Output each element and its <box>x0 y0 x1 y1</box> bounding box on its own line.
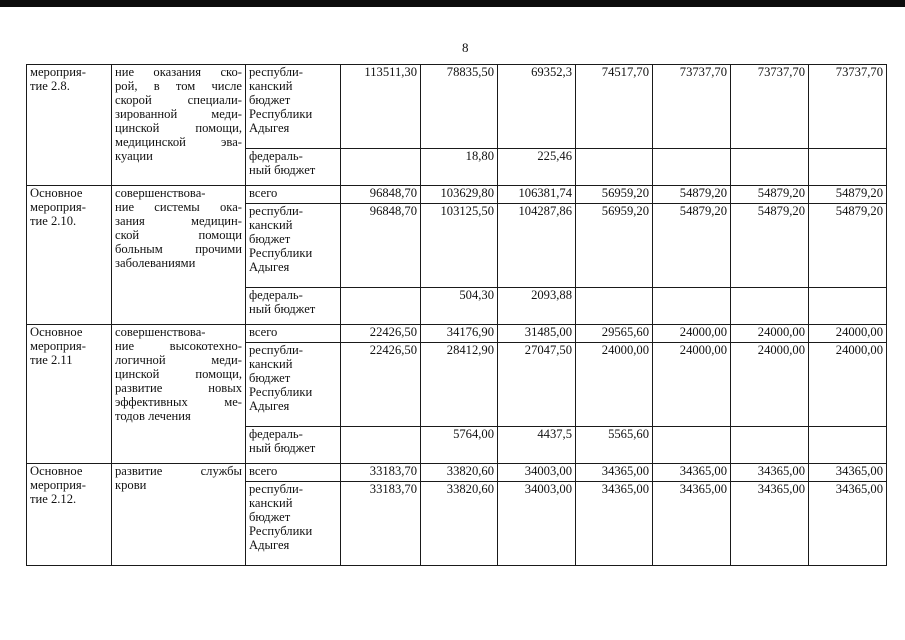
funding-source-cell: федераль- ный бюджет <box>246 288 341 325</box>
funding-source-cell: республи- канский бюджет Республики Адыгея <box>246 65 341 149</box>
funding-source-cell: всего <box>246 325 341 343</box>
amount-cell <box>809 427 887 464</box>
amount-cell <box>341 427 421 464</box>
amount-cell: 504,30 <box>421 288 498 325</box>
amount-cell: 56959,20 <box>576 204 653 288</box>
amount-cell: 33820,60 <box>421 482 498 566</box>
amount-cell: 5764,00 <box>421 427 498 464</box>
amount-cell: 34365,00 <box>809 464 887 482</box>
amount-cell: 103125,50 <box>421 204 498 288</box>
amount-cell <box>341 149 421 186</box>
amount-cell: 22426,50 <box>341 325 421 343</box>
amount-cell: 73737,70 <box>809 65 887 149</box>
amount-cell: 69352,3 <box>498 65 576 149</box>
table-row <box>27 325 887 343</box>
amount-cell <box>731 427 809 464</box>
amount-cell <box>576 149 653 186</box>
event-name-cell: Основное мероприя- тие 2.10. <box>27 186 112 325</box>
amount-cell: 96848,70 <box>341 186 421 204</box>
amount-cell: 54879,20 <box>809 204 887 288</box>
amount-cell: 29565,60 <box>576 325 653 343</box>
amount-cell: 24000,00 <box>731 325 809 343</box>
amount-cell: 24000,00 <box>809 325 887 343</box>
amount-cell <box>731 288 809 325</box>
amount-cell: 5565,60 <box>576 427 653 464</box>
amount-cell: 24000,00 <box>731 343 809 427</box>
amount-cell <box>653 288 731 325</box>
event-name-cell: Основное мероприя- тие 2.11 <box>27 325 112 464</box>
amount-cell: 24000,00 <box>576 343 653 427</box>
page-number: 8 <box>462 40 469 55</box>
amount-cell <box>731 149 809 186</box>
amount-cell: 34365,00 <box>809 482 887 566</box>
amount-cell: 18,80 <box>421 149 498 186</box>
table-row <box>27 186 887 204</box>
amount-cell: 54879,20 <box>653 204 731 288</box>
amount-cell <box>341 288 421 325</box>
amount-cell: 54879,20 <box>653 186 731 204</box>
funding-source-cell: республи- канский бюджет Республики Адыгея <box>246 204 341 288</box>
event-name-cell: мероприя- тие 2.8. <box>27 65 112 186</box>
amount-cell: 56959,20 <box>576 186 653 204</box>
amount-cell: 2093,88 <box>498 288 576 325</box>
amount-cell: 34365,00 <box>653 464 731 482</box>
amount-cell: 34365,00 <box>653 482 731 566</box>
amount-cell: 33820,60 <box>421 464 498 482</box>
amount-cell: 24000,00 <box>653 325 731 343</box>
amount-cell <box>576 288 653 325</box>
amount-cell: 22426,50 <box>341 343 421 427</box>
scan-top-border <box>0 0 905 7</box>
table-row <box>27 65 887 149</box>
event-description-cell: развитие службы крови <box>112 464 246 566</box>
amount-cell: 24000,00 <box>653 343 731 427</box>
amount-cell: 73737,70 <box>653 65 731 149</box>
amount-cell: 28412,90 <box>421 343 498 427</box>
amount-cell: 54879,20 <box>731 186 809 204</box>
amount-cell: 24000,00 <box>809 343 887 427</box>
amount-cell <box>809 288 887 325</box>
amount-cell: 73737,70 <box>731 65 809 149</box>
amount-cell: 34365,00 <box>731 464 809 482</box>
amount-cell: 103629,80 <box>421 186 498 204</box>
amount-cell: 225,46 <box>498 149 576 186</box>
budget-table <box>26 64 887 566</box>
funding-source-cell: республи- канский бюджет Республики Адыгея <box>246 482 341 566</box>
event-description-cell: ние оказания ско- рой, в том числе скорой специали- зированной меди- цинской помощи, медицинской эва- куации <box>112 65 246 186</box>
event-description-cell: совершенствова- ние системы ока- зания медицин- ской помощи больным прочими заболеваниями <box>112 186 246 325</box>
funding-source-cell: всего <box>246 464 341 482</box>
funding-source-cell: федераль- ный бюджет <box>246 149 341 186</box>
amount-cell: 54879,20 <box>809 186 887 204</box>
amount-cell <box>653 149 731 186</box>
amount-cell: 31485,00 <box>498 325 576 343</box>
amount-cell: 54879,20 <box>731 204 809 288</box>
amount-cell: 34365,00 <box>576 482 653 566</box>
funding-source-cell: федераль- ный бюджет <box>246 427 341 464</box>
amount-cell: 78835,50 <box>421 65 498 149</box>
event-description-cell: совершенствова- ние высокотехно- логичной меди- цинской помощи, развитие новых эффективных ме- тодов лечения <box>112 325 246 464</box>
amount-cell: 34003,00 <box>498 464 576 482</box>
event-name-cell: Основное мероприя- тие 2.12. <box>27 464 112 566</box>
funding-source-cell: республи- канский бюджет Республики Адыгея <box>246 343 341 427</box>
amount-cell: 33183,70 <box>341 482 421 566</box>
amount-cell <box>653 427 731 464</box>
amount-cell: 106381,74 <box>498 186 576 204</box>
amount-cell: 34176,90 <box>421 325 498 343</box>
amount-cell: 96848,70 <box>341 204 421 288</box>
amount-cell: 34365,00 <box>576 464 653 482</box>
amount-cell: 27047,50 <box>498 343 576 427</box>
amount-cell: 34365,00 <box>731 482 809 566</box>
amount-cell: 4437,5 <box>498 427 576 464</box>
table-row <box>27 464 887 482</box>
amount-cell: 74517,70 <box>576 65 653 149</box>
funding-source-cell: всего <box>246 186 341 204</box>
amount-cell: 113511,30 <box>341 65 421 149</box>
amount-cell <box>809 149 887 186</box>
amount-cell: 34003,00 <box>498 482 576 566</box>
amount-cell: 104287,86 <box>498 204 576 288</box>
amount-cell: 33183,70 <box>341 464 421 482</box>
